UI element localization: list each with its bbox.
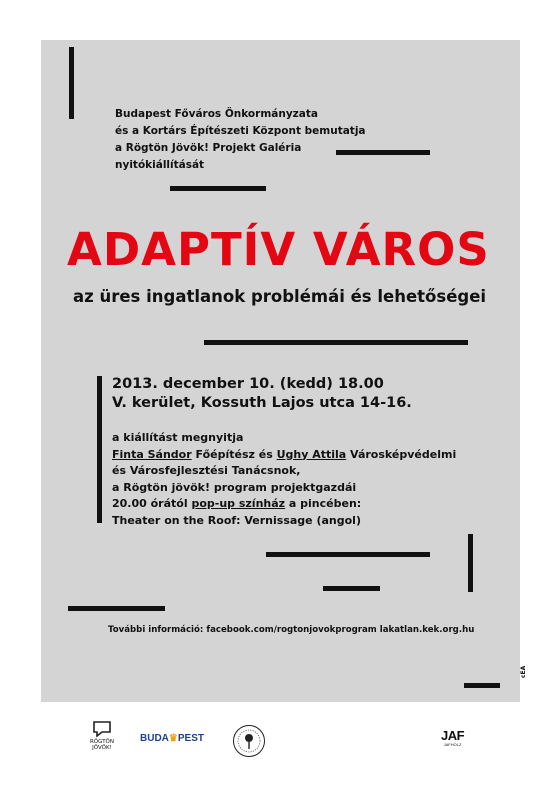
intro-line-4: nyitókiállítását	[115, 159, 205, 171]
popup-theatre-link: pop-up színház	[191, 497, 286, 510]
time-prefix: 20.00 órától	[112, 497, 192, 510]
bar-vertical-left-middle	[97, 376, 102, 523]
bar-horizontal-short-lower	[323, 586, 380, 591]
rogton-logo-line1: RÖGTÖN	[89, 739, 115, 745]
bar-vertical-right-lower	[468, 534, 473, 592]
kek-seal-logo	[232, 724, 266, 762]
intro-text	[115, 106, 366, 174]
seal-icon	[232, 724, 266, 758]
designer-credit: cEA	[520, 665, 527, 678]
budapest-crown-icon: ♛	[168, 733, 178, 744]
opened-by-line: a kiállítást megnyitja	[112, 431, 244, 444]
budapest-logo	[140, 733, 204, 744]
speech-bubble-icon	[93, 721, 111, 737]
intro-line-2: és a Kortárs Építészeti Központ bemutatja	[115, 125, 366, 137]
bar-vertical-top-left	[69, 47, 74, 119]
speaker-1: Finta Sándor	[112, 447, 192, 461]
bar-horizontal-middle	[204, 340, 468, 345]
budapest-logo-right: PEST	[177, 733, 204, 744]
poster-title: ADAPTÍV VÁROS	[67, 223, 490, 276]
popup-suffix: a pincében:	[285, 497, 362, 510]
speaker-2-role: Városképvédelmi	[346, 447, 457, 461]
jaf-logo-sub: JAFHOLZ	[443, 742, 462, 747]
bar-horizontal-bottom-left	[68, 606, 165, 611]
rogton-jovok-logo	[86, 721, 118, 751]
jaf-logo-text: JAF	[441, 728, 465, 743]
popup-line	[112, 496, 456, 513]
event-location: V. kerület, Kossuth Lajos utca 14-16.	[112, 395, 412, 411]
rogton-logo-line2: JÖVÖK!	[92, 745, 112, 751]
event-info	[112, 375, 412, 413]
more-info: További információ: facebook.com/rogtonjovokprogram lakatlan.kek.org.hu	[108, 625, 475, 635]
event-details	[112, 430, 456, 529]
intro-line-3: a Rögtön Jövök! Projekt Galéria	[115, 142, 302, 154]
bar-horizontal-intro-bottom	[170, 186, 266, 191]
poster-subtitle: az üres ingatlanok problémái és lehetőségei	[73, 287, 487, 306]
hosts-line: a Rögtön jövök! program projektgazdái	[112, 480, 357, 494]
speakers-line	[112, 447, 456, 464]
speaker-2: Ughy Attila	[276, 447, 347, 461]
role-continuation: és Városfejlesztési Tanácsnok,	[112, 464, 301, 477]
intro-line-1: Budapest Főváros Önkormányzata	[115, 108, 318, 120]
budapest-logo-left: BUDA	[140, 733, 169, 744]
play-line: Theater on the Roof: Vernissage (angol)	[112, 513, 361, 527]
event-date: 2013. december 10. (kedd) 18.00	[112, 376, 384, 392]
bar-horizontal-bottom-right	[464, 683, 500, 688]
logo-strip	[0, 718, 560, 778]
bar-horizontal-lower	[266, 552, 430, 557]
jaf-logo	[441, 729, 464, 747]
speaker-1-role: Főépítész és	[191, 447, 277, 461]
